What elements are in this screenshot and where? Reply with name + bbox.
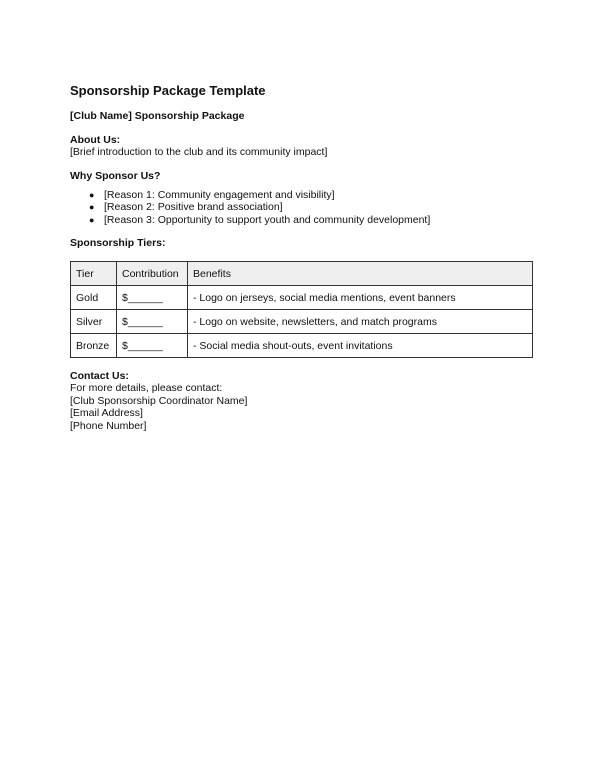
contact-section [70, 370, 540, 432]
bullet-icon: ● [89, 214, 95, 225]
contact-line: [Email Address] [70, 407, 143, 419]
reason-text: [Reason 1: Community engagement and visibility] [104, 188, 335, 201]
benefits-cell: - Social media shout-outs, event invitations [188, 334, 533, 358]
column-header-tier: Tier [71, 262, 117, 286]
tiers-heading: Sponsorship Tiers: [70, 237, 166, 249]
contact-line: [Phone Number] [70, 419, 147, 432]
bullet-icon: ● [89, 189, 95, 200]
benefits-cell: - Logo on jerseys, social media mentions, event banners [188, 286, 533, 310]
document-subtitle: [Club Name] Sponsorship Package [70, 110, 245, 122]
table-row [71, 310, 533, 334]
table-row [71, 286, 533, 310]
about-text: [Brief introduction to the club and its community impact] [70, 146, 328, 158]
benefits-cell: - Logo on website, newsletters, and match programs [188, 310, 533, 334]
table-row [71, 334, 533, 358]
document-title: Sponsorship Package Template [70, 83, 266, 98]
tier-cell: Bronze [71, 334, 117, 358]
contribution-cell: $______ [117, 286, 188, 310]
why-heading: Why Sponsor Us? [70, 169, 161, 182]
column-header-contribution: Contribution [117, 262, 188, 286]
list-item [89, 188, 540, 202]
why-section [70, 170, 540, 227]
tier-cell: Silver [71, 310, 117, 334]
list-item [89, 213, 540, 227]
column-header-benefits: Benefits [188, 262, 533, 286]
about-heading: About Us: [70, 134, 121, 146]
contact-line: [Club Sponsorship Coordinator Name] [70, 394, 248, 407]
bullet-icon: ● [89, 202, 95, 212]
reasons-list [70, 189, 540, 227]
reason-text: [Reason 2: Positive brand association] [104, 201, 283, 213]
tiers-table [70, 261, 533, 358]
contribution-cell: $______ [117, 334, 188, 358]
contact-line: For more details, please contact: [70, 382, 223, 394]
tier-cell: Gold [71, 286, 117, 310]
contact-heading: Contact Us: [70, 370, 129, 382]
reason-text: [Reason 3: Opportunity to support youth and community development] [104, 213, 431, 226]
about-section [70, 134, 540, 159]
list-item [89, 201, 540, 214]
document-content [70, 83, 540, 432]
contribution-cell: $______ [117, 310, 188, 334]
table-header-row [71, 262, 533, 286]
